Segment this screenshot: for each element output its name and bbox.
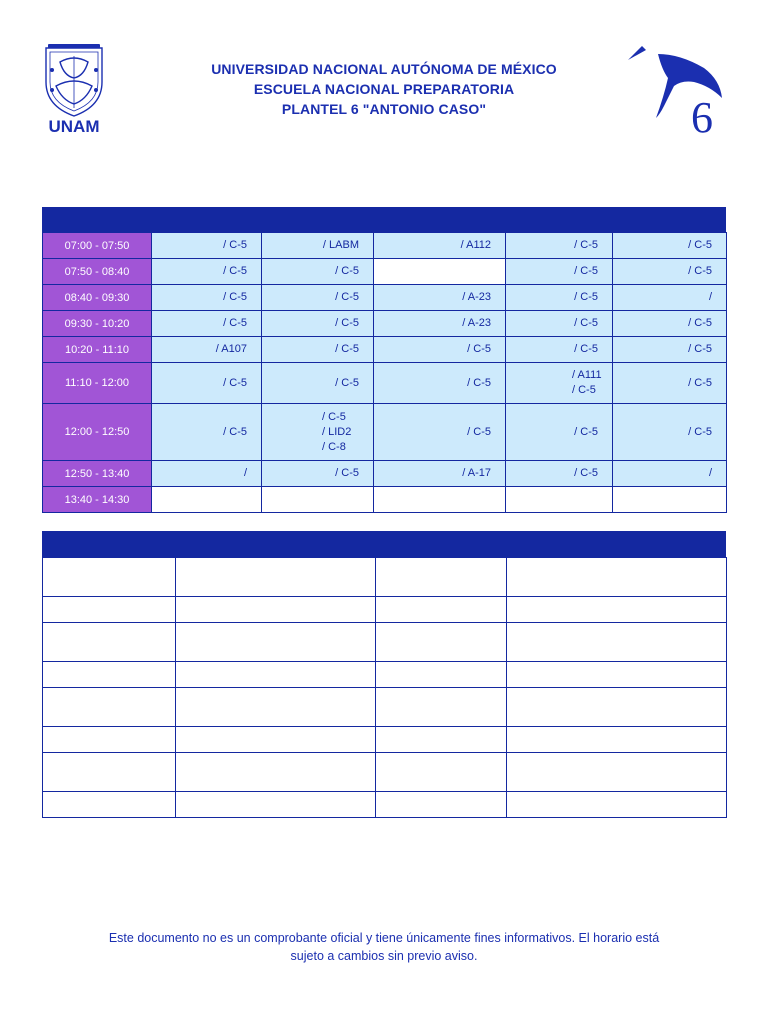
course-cell	[506, 404, 613, 461]
empty-slot	[613, 487, 727, 513]
table-row	[43, 597, 727, 623]
schedule-table	[42, 232, 727, 513]
table-row	[43, 623, 727, 662]
course-cell	[506, 233, 613, 259]
table-row	[43, 753, 727, 792]
course-cell	[152, 285, 262, 311]
course-room: / C-5	[335, 467, 359, 479]
course-room: / LID2	[322, 425, 352, 438]
course-cell	[613, 259, 727, 285]
course-room: / C-5	[574, 265, 598, 277]
course-cell	[152, 337, 262, 363]
groups-header-bar	[42, 531, 726, 557]
course-cell	[506, 337, 613, 363]
empty-slot	[374, 487, 506, 513]
course-cell	[374, 404, 506, 461]
course-cell	[613, 337, 727, 363]
course-cell	[613, 311, 727, 337]
course-cell	[506, 285, 613, 311]
course-cell	[506, 259, 613, 285]
course-room: / C-5	[688, 265, 712, 277]
schedule-row	[43, 285, 727, 311]
course-room: / A112	[460, 239, 491, 251]
course-room: / A-23	[462, 317, 491, 329]
time-slot: 12:50 - 13:40	[43, 461, 152, 487]
course-cell	[152, 311, 262, 337]
course-cell	[262, 311, 374, 337]
course-cell	[152, 404, 262, 461]
course-cell	[374, 311, 506, 337]
course-cell	[506, 311, 613, 337]
course-cell	[613, 285, 727, 311]
course-cell	[262, 404, 374, 461]
course-room: / C-5	[335, 317, 359, 329]
course-room: / C-5	[467, 425, 491, 438]
course-room: /	[708, 467, 712, 479]
course-room: / C-5	[688, 343, 712, 355]
university-name: UNIVERSIDAD NACIONAL AUTÓNOMA DE MÉXICO	[211, 61, 557, 77]
course-room: / C-5	[223, 376, 247, 389]
course-room: / C-5	[223, 317, 247, 329]
schedule-row	[43, 311, 727, 337]
course-room: / C-5	[688, 239, 712, 251]
course-room: / C-5	[467, 343, 491, 355]
course-room: /	[243, 467, 247, 479]
course-cell	[506, 461, 613, 487]
empty-slot	[374, 259, 506, 285]
course-room: / C-5	[223, 425, 247, 438]
course-room: / C-8	[322, 440, 346, 453]
course-room: / C-5	[223, 265, 247, 277]
time-slot: 07:00 - 07:50	[43, 233, 152, 259]
schedule-row	[43, 487, 727, 513]
schedule-row	[43, 461, 727, 487]
course-cell	[613, 404, 727, 461]
course-room: / C-5	[574, 291, 598, 303]
course-room: / LABM	[322, 239, 359, 251]
course-room: / A-17	[462, 467, 491, 479]
course-cell	[262, 363, 374, 404]
course-room: / C-5	[688, 317, 712, 329]
course-cell	[613, 461, 727, 487]
course-room: / C-5	[574, 239, 598, 251]
enp-logo	[622, 40, 728, 135]
course-cell	[374, 337, 506, 363]
course-cell	[374, 233, 506, 259]
time-slot: 07:50 - 08:40	[43, 259, 152, 285]
schedule-row	[43, 337, 727, 363]
course-cell	[374, 285, 506, 311]
course-cell	[152, 259, 262, 285]
time-slot: 10:20 - 11:10	[43, 337, 152, 363]
enp-six: 6	[691, 93, 713, 135]
course-room: / C-5	[335, 376, 359, 389]
course-cell	[262, 337, 374, 363]
course-room: / C-5	[335, 343, 359, 355]
unam-logo	[40, 42, 108, 134]
disclaimer-line-2: sujeto a cambios sin previo aviso.	[290, 949, 478, 963]
course-cell	[262, 259, 374, 285]
institution-header	[150, 59, 618, 119]
course-cell	[152, 461, 262, 487]
course-cell	[262, 233, 374, 259]
schedule-header-bar	[42, 207, 726, 233]
course-cell	[506, 363, 613, 404]
time-slot: 12:00 - 12:50	[43, 404, 152, 461]
course-room: / C-5	[572, 384, 596, 396]
table-row	[43, 727, 727, 753]
schedule-row	[43, 233, 727, 259]
course-cell	[152, 363, 262, 404]
course-cell	[613, 363, 727, 404]
course-cell	[262, 461, 374, 487]
time-slot: 11:10 - 12:00	[43, 363, 152, 404]
course-room: / C-5	[335, 291, 359, 303]
table-row	[43, 662, 727, 688]
course-room: / A111	[572, 369, 602, 381]
course-room: / A107	[215, 343, 247, 355]
course-room: / C-5	[688, 376, 712, 389]
table-row	[43, 558, 727, 597]
schedule-row	[43, 259, 727, 285]
time-slot: 08:40 - 09:30	[43, 285, 152, 311]
empty-slot	[152, 487, 262, 513]
course-room: / C-5	[574, 343, 598, 355]
campus-name: PLANTEL 6 "ANTONIO CASO"	[281, 101, 487, 117]
course-cell	[374, 461, 506, 487]
course-room: / C-5	[467, 376, 491, 389]
eagle-head-icon	[622, 40, 728, 135]
table-row	[43, 792, 727, 818]
school-name: ESCUELA NACIONAL PREPARATORIA	[253, 81, 515, 97]
time-slot: 09:30 - 10:20	[43, 311, 152, 337]
disclaimer	[80, 929, 688, 965]
course-room: / C-5	[335, 265, 359, 277]
empty-slot	[262, 487, 374, 513]
unam-wordmark: UNAM	[48, 117, 100, 134]
time-slot: 13:40 - 14:30	[43, 487, 152, 513]
empty-slot	[506, 487, 613, 513]
course-cell	[374, 363, 506, 404]
course-room: / C-5	[574, 317, 598, 329]
disclaimer-line-1: Este documento no es un comprobante oficial y tiene únicamente fines informativos. El horario está	[108, 931, 660, 945]
course-room: / A-23	[462, 291, 491, 303]
groups-table	[42, 557, 727, 818]
course-room: / C-5	[574, 425, 598, 438]
course-cell	[152, 233, 262, 259]
course-room: / C-5	[688, 425, 712, 438]
course-room: / C-5	[322, 410, 346, 423]
course-cell	[613, 233, 727, 259]
schedule-row	[43, 404, 727, 461]
schedule-row	[43, 363, 727, 404]
unam-crest-icon	[40, 42, 108, 134]
course-cell	[262, 285, 374, 311]
course-room: / C-5	[574, 467, 598, 479]
course-room: / C-5	[223, 239, 247, 251]
course-room: / C-5	[223, 291, 247, 303]
table-row	[43, 688, 727, 727]
course-room: /	[708, 291, 712, 303]
